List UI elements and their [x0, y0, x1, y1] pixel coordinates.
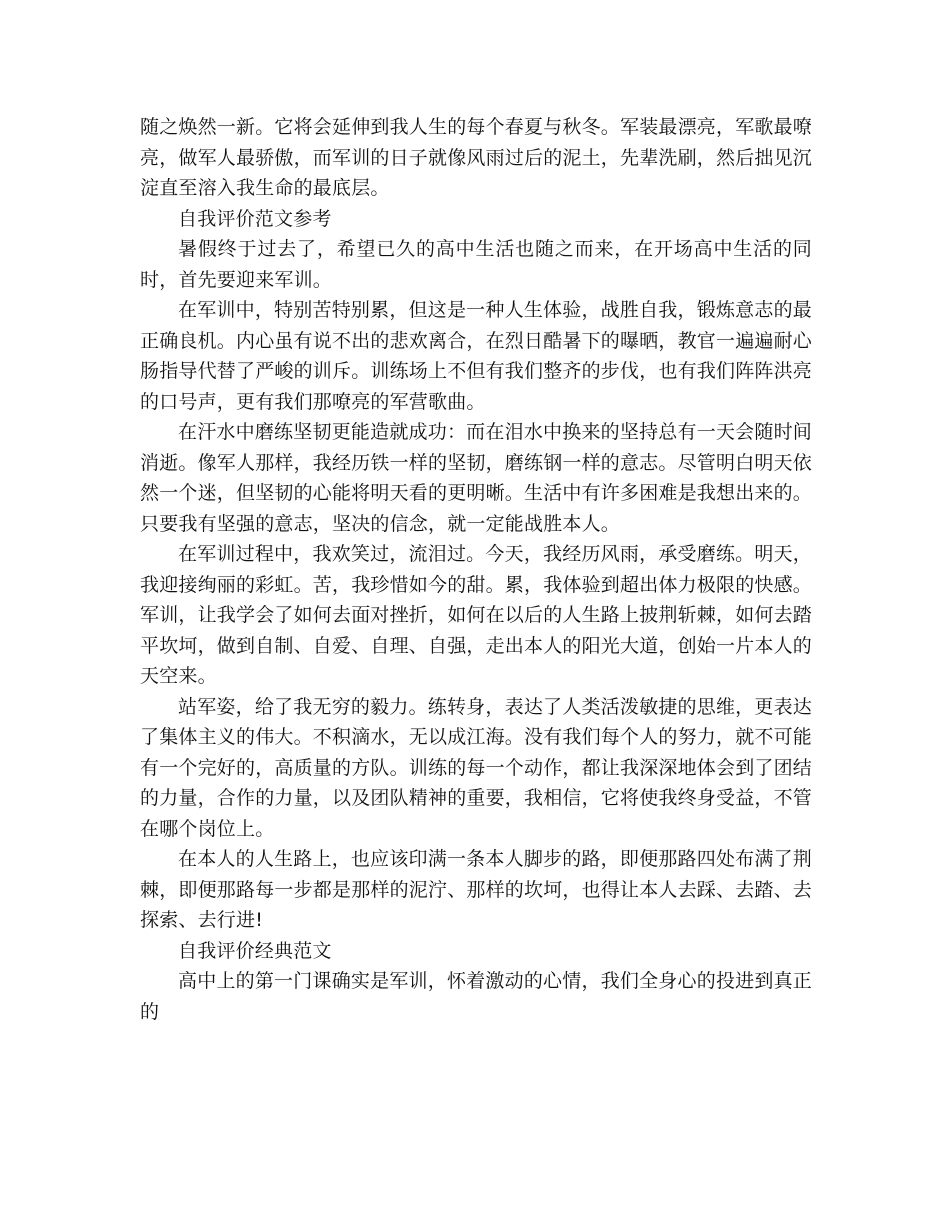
paragraph: 站军姿，给了我无穷的毅力。练转身，表达了人类活泼敏捷的思维，更表达了集体主义的伟大。不积滴水，无以成江海。没有我们每个人的努力，就不可能有一个完好的，高质量的方队。训练的每一个动作，都让我深深地体会到了团结的力量，合作的力量，以及团队精神的重要，我相信，它将使我终身受益，不管在哪个岗位上。 — [140, 695, 813, 840]
paragraph: 在军训过程中，我欢笑过，流泪过。今天，我经历风雨，承受磨练。明天，我迎接绚丽的彩虹。苦，我珍惜如今的甜。累，我体验到超出体力极限的快感。军训，让我学会了如何去面对挫折，如何在以后的人生路上披荆斩棘，如何去踏平坎坷，做到自制、自爱、自理、自强，走出本人的阳光大道，创始一片本人的天空来。 — [140, 543, 813, 687]
paragraph: 在汗水中磨练坚韧更能造就成功：而在泪水中换来的坚持总有一天会随时间消逝。像军人那样，我经历铁一样的坚韧，磨练钢一样的意志。尽管明白明天依然一个迷，但坚韧的心能将明天看的更明晰。生活中有许多困难是我想出来的。只要我有坚强的意志，坚决的信念，就一定能战胜本人。 — [140, 421, 813, 535]
paragraph: 在本人的人生路上，也应该印满一条本人脚步的路，即便那路四处布满了荆棘，即便那路每一步都是那样的泥泞、那样的坎坷，也得让本人去踩、去踏、去探索、去行进! — [140, 848, 813, 931]
section-heading-reference: 自我评价范文参考 — [178, 207, 332, 230]
paragraph-continued: 随之焕然一新。它将会延伸到我人生的每个春夏与秋冬。军装最漂亮，军歌最嘹亮，做军人最骄傲，而军训的日子就像风雨过后的泥土，先辈洗刷，然后拙见沉淀直至溶入我生命的最底层。 — [140, 116, 813, 199]
paragraph: 高中上的第一门课确实是军训，怀着激动的心情，我们全身心的投进到真正的 — [140, 970, 812, 1023]
paragraph: 在军训中，特别苦特别累，但这是一种人生体验，战胜自我，锻炼意志的最正确良机。内心虽有说不出的悲欢离合，在烈日酷暑下的曝晒，教官一遍遍耐心肠指导代替了严峻的训斥。训练场上不但有我们整齐的步伐，也有我们阵阵洪亮的口号声，更有我们那嘹亮的军营歌曲。 — [140, 299, 813, 413]
paragraph: 暑假终于过去了，希望已久的高中生活也随之而来，在开场高中生活的同时，首先要迎来军训。 — [140, 238, 812, 291]
section-heading-classic: 自我评价经典范文 — [178, 939, 332, 962]
document-body — [140, 112, 812, 1027]
